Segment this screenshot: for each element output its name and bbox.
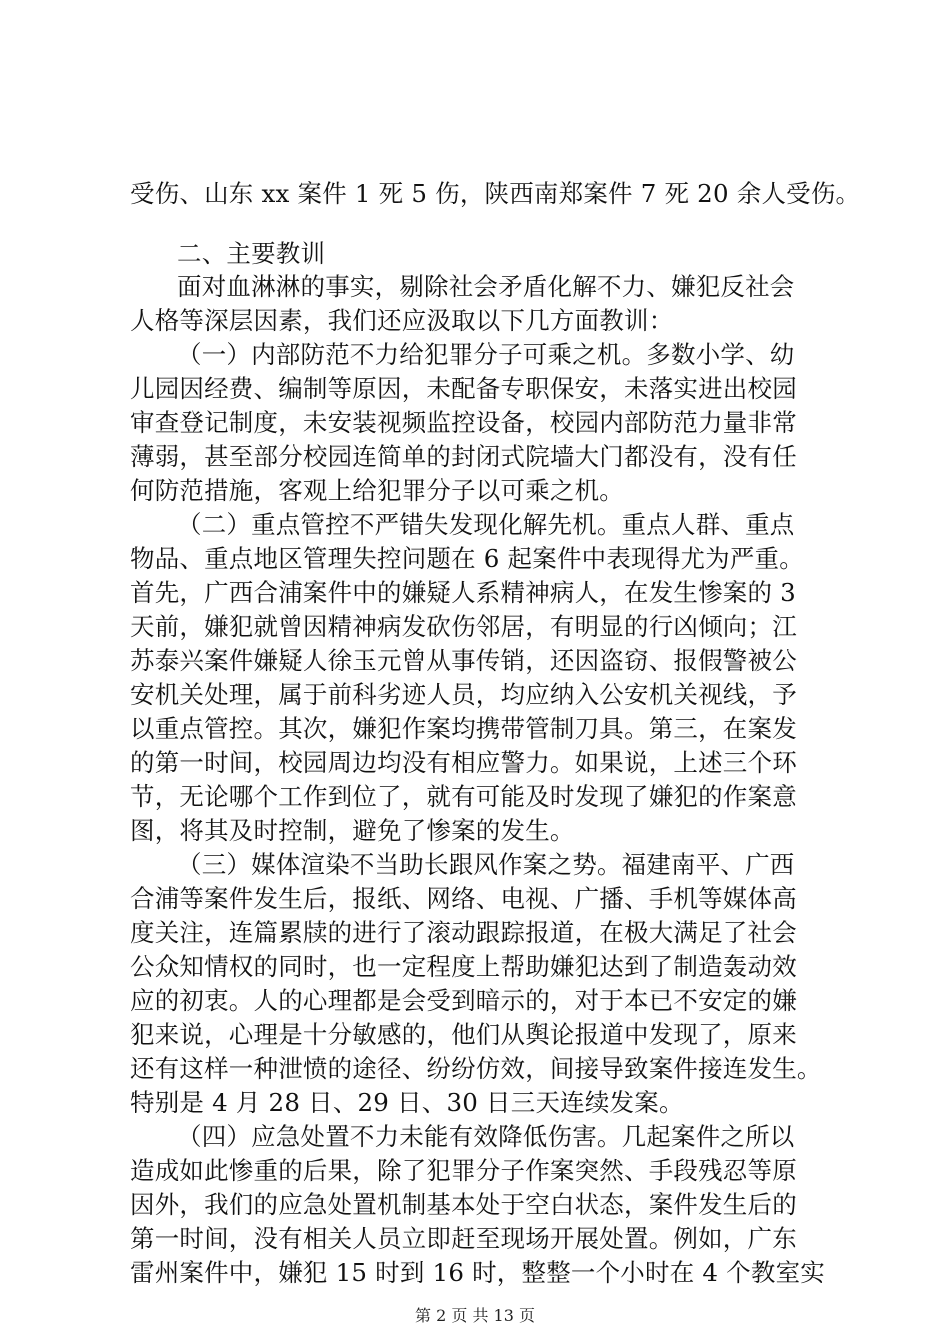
text-line: 安机关处理，属于前科劣迹人员，均应纳入公安机关视线，予 — [130, 680, 797, 709]
text-line: 苏泰兴案件嫌疑人徐玉元曾从事传销，还因盗窃、报假警被公 — [130, 646, 797, 675]
text-line: 审查登记制度，未安装视频监控设备，校园内部防范力量非常 — [130, 408, 797, 437]
text-line: 何防范措施，客观上给犯罪分子以可乘之机。 — [130, 476, 624, 505]
text-line: 还有这样一种泄愤的途径、纷纷仿效，间接导致案件接连发生。 — [130, 1054, 822, 1083]
text-line: 第一时间，没有相关人员立即赶至现场开展处置。例如，广东 — [130, 1224, 797, 1253]
text-line: 犯来说，心理是十分敏感的，他们从舆论报道中发现了，原来 — [130, 1020, 797, 1049]
text-line: 特别是 4 月 28 日、29 日、30 日三天连续发案。 — [130, 1088, 684, 1117]
text-line: 合浦等案件发生后，报纸、网络、电视、广播、手机等媒体高 — [130, 884, 797, 913]
text-line: 薄弱，甚至部分校园连简单的封闭式院墙大门都没有，没有任 — [130, 442, 797, 471]
text-line: 因外，我们的应急处置机制基本处于空白状态，案件发生后的 — [130, 1190, 797, 1219]
text-line: 以重点管控。其次，嫌犯作案均携带管制刀具。第三，在案发 — [130, 714, 797, 743]
text-line: 造成如此惨重的后果，除了犯罪分子作案突然、手段残忍等原 — [130, 1156, 797, 1185]
text-line: 物品、重点地区管理失控问题在 6 起案件中表现得尤为严重。 — [130, 544, 804, 573]
page-number: 第 2 页 共 13 页 — [415, 1306, 535, 1325]
text-line: 的第一时间，校园周边均没有相应警力。如果说，上述三个环 — [130, 748, 797, 777]
text-line: 公众知情权的同时，也一定程度上帮助嫌犯达到了制造轰动效 — [130, 952, 797, 981]
text-line: 图，将其及时控制，避免了惨案的发生。 — [130, 816, 575, 845]
text-line: 人格等深层因素，我们还应汲取以下几方面教训： — [130, 306, 674, 335]
text-line: 面对血淋淋的事实，剔除社会矛盾化解不力、嫌犯反社会 — [177, 272, 795, 301]
text-line: 儿园因经费、编制等原因，未配备专职保安，未落实进出校园 — [130, 374, 797, 403]
text-line: 天前，嫌犯就曾因精神病发砍伤邻居，有明显的行凶倾向；江 — [130, 612, 797, 641]
text-line: （四）应急处置不力未能有效降低伤害。几起案件之所以 — [177, 1122, 795, 1151]
text-line: （三）媒体渲染不当助长跟风作案之势。福建南平、广西 — [177, 850, 795, 879]
text-line: 受伤、山东 xx 案件 1 死 5 伤，陕西南郑案件 7 死 20 余人受伤。 — [130, 179, 861, 208]
section-heading: 二、主要教训 — [177, 239, 326, 268]
text-line: （一）内部防范不力给犯罪分子可乘之机。多数小学、幼 — [177, 340, 795, 369]
text-line: 度关注，连篇累牍的进行了滚动跟踪报道，在极大满足了社会 — [130, 918, 797, 947]
text-line: （二）重点管控不严错失发现化解先机。重点人群、重点 — [177, 510, 795, 539]
text-line: 首先，广西合浦案件中的嫌疑人系精神病人，在发生惨案的 3 — [130, 578, 796, 607]
text-line: 节，无论哪个工作到位了，就有可能及时发现了嫌犯的作案意 — [130, 782, 797, 811]
text-line: 应的初衷。人的心理都是会受到暗示的，对于本已不安定的嫌 — [130, 986, 797, 1015]
text-line: 雷州案件中，嫌犯 15 时到 16 时，整整一个小时在 4 个教室实 — [130, 1258, 825, 1287]
